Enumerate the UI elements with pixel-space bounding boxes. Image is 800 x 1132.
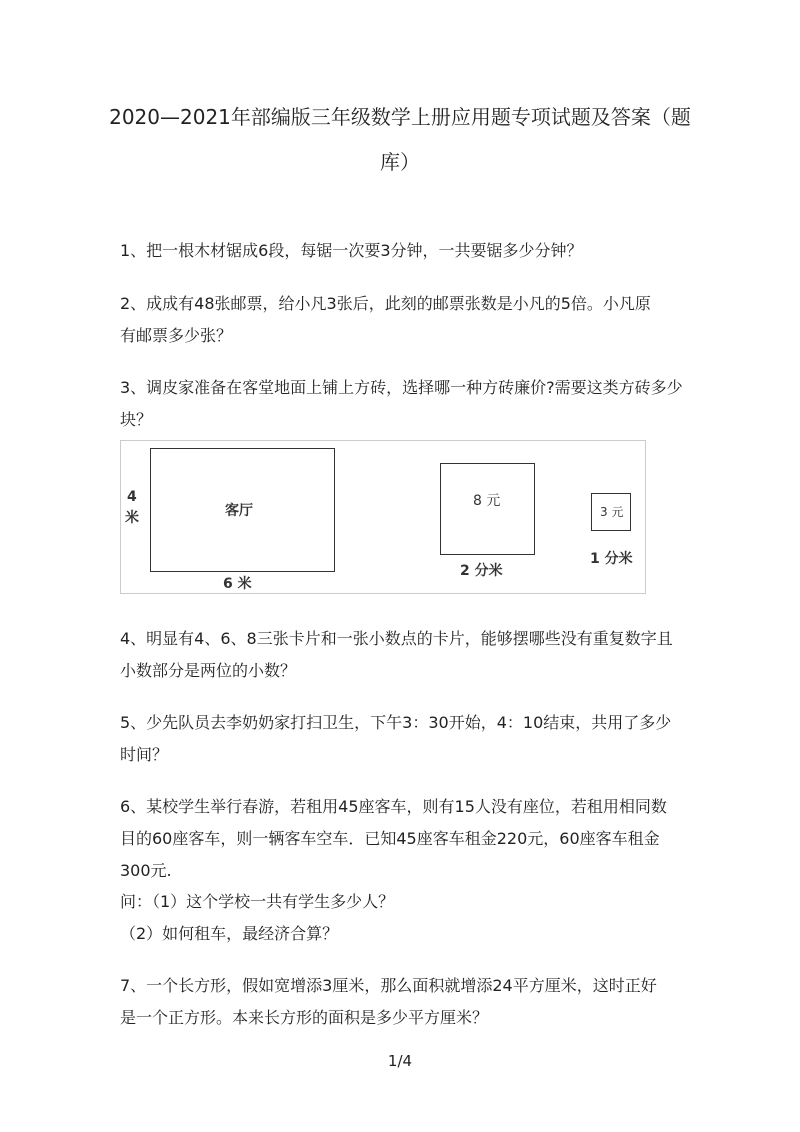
question-3-line-2: 块？ xyxy=(120,410,153,429)
question-2-line-1: 2、成成有48张邮票，给小凡3张后，此刻的邮票张数是小凡的5倍。小凡原 xyxy=(120,294,651,313)
page-number: 1/4 xyxy=(387,1052,413,1070)
floor-tile-figure xyxy=(120,440,646,594)
room-height-unit: 米 xyxy=(125,510,139,526)
page-title-line-2: 库） xyxy=(380,150,420,174)
page-title-line-1: 2020—2021年部编版三年级数学上册应用题专项试题及答案（题 xyxy=(109,105,691,129)
question-4-line-1: 4、明显有4、6、8三张卡片和一张小数点的卡片，能够摆哪些没有重复数字且 xyxy=(120,629,673,648)
large-tile-price: 8 元 xyxy=(473,493,501,509)
small-tile-price: 3 元 xyxy=(600,505,624,519)
question-6-line-5: （2）如何租车，最经济合算？ xyxy=(120,924,339,943)
living-room-label: 客厅 xyxy=(225,503,253,519)
question-6-line-3: 300元. xyxy=(120,861,172,880)
small-tile-size: 1 分米 xyxy=(590,551,633,567)
question-2-line-2: 有邮票多少张？ xyxy=(120,326,233,345)
question-1-line-1: 1、把一根木材锯成6段，每锯一次要3分钟，一共要锯多少分钟？ xyxy=(120,241,583,260)
question-4-line-2: 小数部分是两位的小数？ xyxy=(120,661,297,680)
large-tile-size: 2 分米 xyxy=(460,563,503,579)
question-5-line-2: 时间？ xyxy=(120,745,169,764)
small-tile-rect xyxy=(591,493,631,531)
large-tile-rect xyxy=(440,463,535,555)
question-6-line-2: 目的60座客车，则一辆客车空车．已知45座客车租金220元，60座客车租金 xyxy=(120,829,660,848)
question-5-line-1: 5、少先队员去李奶奶家打扫卫生，下午3：30开始，4：10结束，共用了多少 xyxy=(120,713,672,732)
question-7-line-2: 是一个正方形。本来长方形的面积是多少平方厘米？ xyxy=(120,1008,489,1027)
question-6-line-4: 问：（1）这个学校一共有学生多少人？ xyxy=(120,892,395,911)
living-room-rect xyxy=(150,448,335,572)
question-6-line-1: 6、某校学生举行春游，若租用45座客车，则有15人没有座位，若租用相同数 xyxy=(120,797,667,816)
room-height-number: 4 xyxy=(127,489,137,505)
question-7-line-1: 7、一个长方形，假如宽增添3厘米，那么面积就增添24平方厘米，这时正好 xyxy=(120,976,657,995)
room-width-label: 6 米 xyxy=(223,576,252,592)
question-3-line-1: 3、调皮家准备在客堂地面上铺上方砖，选择哪一种方砖廉价?需要这类方砖多少 xyxy=(120,378,683,397)
